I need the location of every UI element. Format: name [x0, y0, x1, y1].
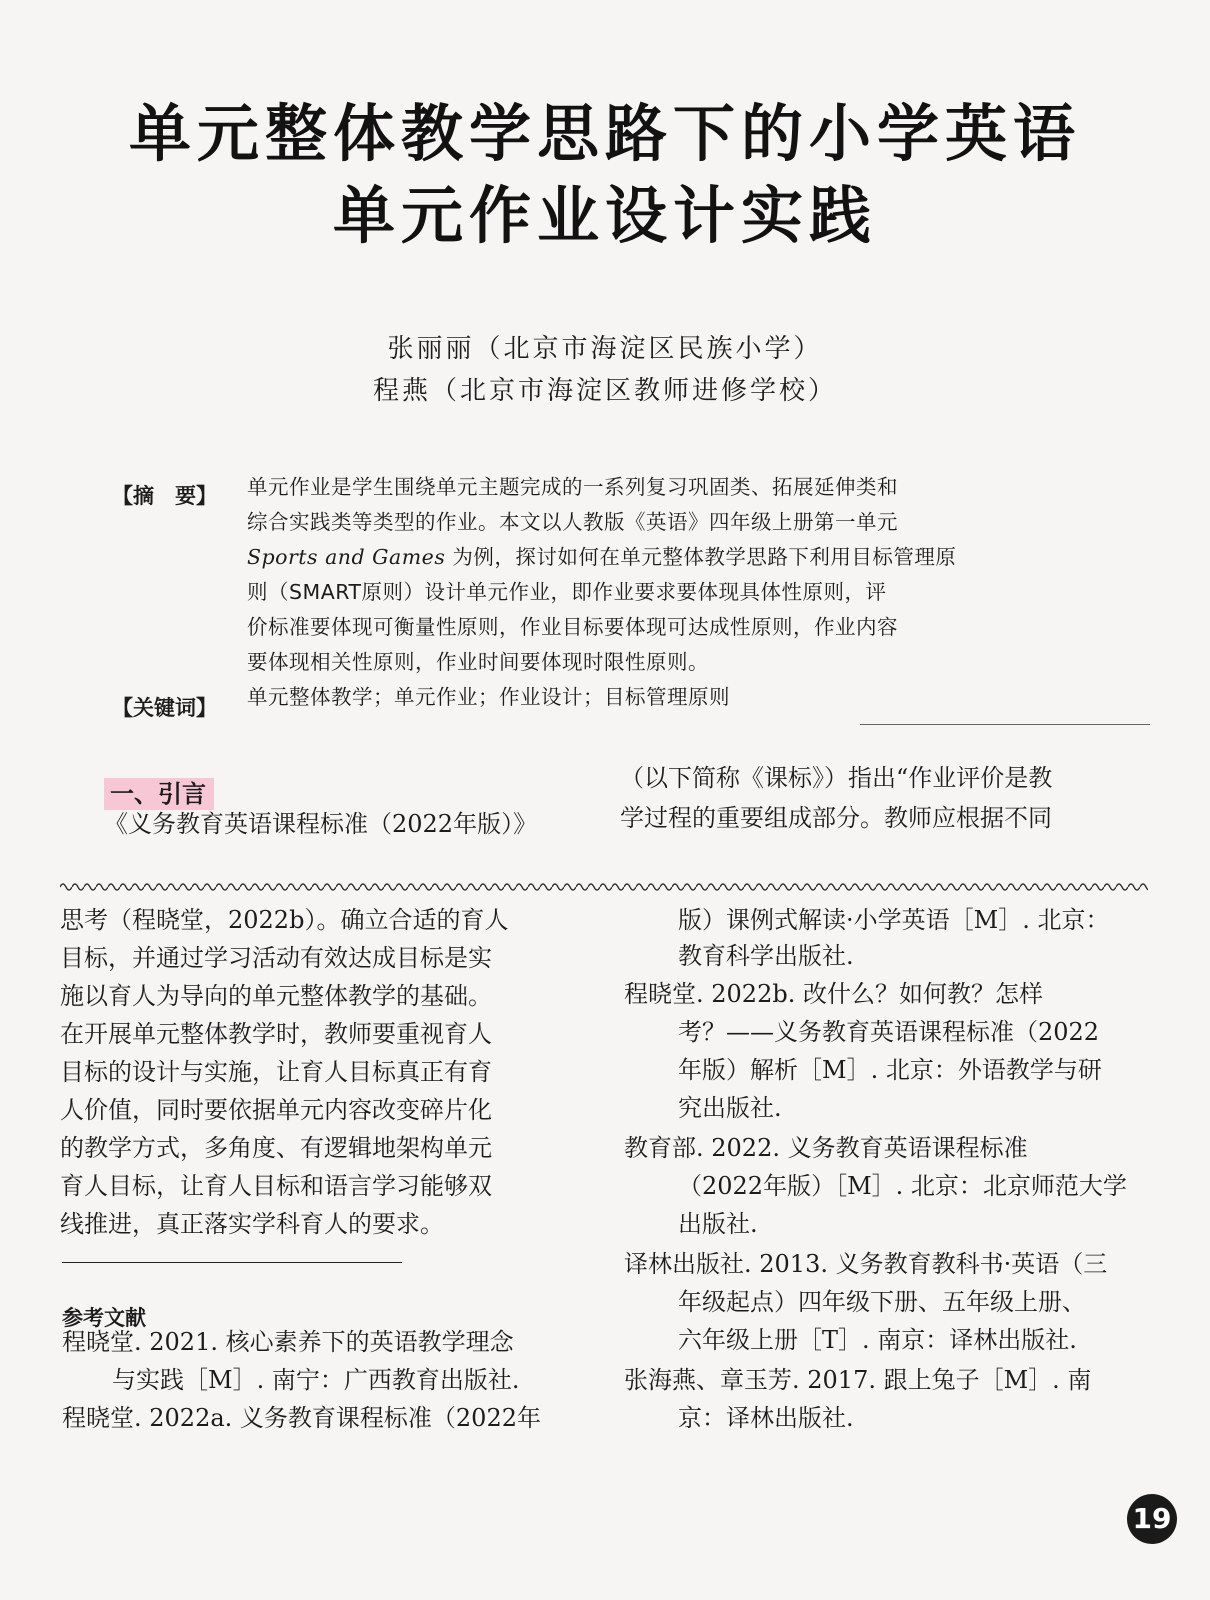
- keywords-label: 【关键词】: [112, 696, 217, 720]
- reference-line: 六年级上册［T］. 南京：译林出版社.: [678, 1326, 1077, 1354]
- reference-line: 究出版社.: [678, 1094, 782, 1122]
- abstract-line: 要体现相关性原则，作业时间要体现时限性原则。: [247, 650, 709, 674]
- decorative-rule: [860, 724, 1150, 725]
- body-line: 育人目标，让育人目标和语言学习能够双: [60, 1172, 492, 1200]
- intro-right-line: 学过程的重要组成部分。教师应根据不同: [620, 804, 1052, 832]
- author-1: 张丽丽（北京市海淀区民族小学）: [387, 334, 823, 364]
- reference-line: 程晓堂. 2022b. 改什么？如何教？怎样: [624, 980, 1043, 1008]
- references-heading: 参考文献: [62, 1306, 146, 1330]
- abstract-line: 则（SMART原则）设计单元作业，即作业要求要体现具体性原则，评: [247, 580, 887, 604]
- page-number-badge: 19: [1127, 1494, 1177, 1544]
- body-line: 线推进，真正落实学科育人的要求。: [60, 1210, 444, 1238]
- reference-line: 版）课例式解读·小学英语［M］. 北京：: [678, 906, 1110, 934]
- reference-line: 教育部. 2022. 义务教育英语课程标准: [624, 1134, 1028, 1162]
- reference-line: 程晓堂. 2021. 核心素养下的英语教学理念: [62, 1328, 514, 1356]
- reference-line: 与实践［M］. 南宁：广西教育出版社.: [112, 1366, 520, 1394]
- intro-right-line: （以下简称《课标》）指出“作业评价是教: [620, 764, 1053, 792]
- body-line: 施以育人为导向的单元整体教学的基础。: [60, 982, 492, 1010]
- reference-line: 出版社.: [678, 1210, 758, 1238]
- wavy-divider: [60, 880, 1148, 894]
- abstract-line: 价标准要体现可衡量性原则，作业目标要体现可达成性原则，作业内容: [247, 615, 898, 639]
- body-line: 目标，并通过学习活动有效达成目标是实: [60, 944, 492, 972]
- body-line: 人价值，同时要依据单元内容改变碎片化: [60, 1096, 492, 1124]
- reference-line: 张海燕、章玉芳. 2017. 跟上兔子［M］. 南: [624, 1366, 1092, 1394]
- article-title-line-1: 单元整体教学思路下的小学英语: [128, 97, 1081, 170]
- body-line: 的教学方式，多角度、有逻辑地架构单元: [60, 1134, 492, 1162]
- reference-line: （2022年版）［M］. 北京：北京师范大学: [678, 1172, 1127, 1200]
- reference-line: 译林出版社. 2013. 义务教育教科书·英语（三: [624, 1250, 1108, 1278]
- abstract-line-rest: 为例，探讨如何在单元整体教学思路下利用目标管理原: [445, 545, 957, 569]
- reference-line: 教育科学出版社.: [678, 942, 854, 970]
- body-line: 思考（程晓堂，2022b）。确立合适的育人: [60, 906, 509, 934]
- reference-line: 程晓堂. 2022a. 义务教育课程标准（2022年: [62, 1404, 541, 1432]
- reference-line: 京：译林出版社.: [678, 1404, 854, 1432]
- abstract-label: 【摘 要】: [112, 484, 217, 508]
- reference-line: 年级起点）四年级下册、五年级上册、: [678, 1288, 1086, 1316]
- intro-left-line: 《义务教育英语课程标准（2022年版）》: [104, 810, 538, 838]
- abstract-line: [247, 540, 956, 570]
- author-2: 程燕（北京市海淀区教师进修学校）: [372, 376, 837, 406]
- body-line: 目标的设计与实施，让育人目标真正有育: [60, 1058, 492, 1086]
- article-title-line-2: 单元作业设计实践: [332, 179, 877, 252]
- abstract-line: 单元作业是学生围绕单元主题完成的一系列复习巩固类、拓展延伸类和: [247, 475, 898, 499]
- reference-line: 考？——义务教育英语课程标准（2022: [678, 1018, 1100, 1046]
- unit-title-italic: Sports and Games: [247, 545, 446, 569]
- reference-line: 年版）解析［M］. 北京：外语教学与研: [678, 1056, 1102, 1084]
- section-heading-intro: 一、引言: [104, 778, 214, 810]
- abstract-line: 综合实践类等类型的作业。本文以人教版《英语》四年级上册第一单元: [247, 510, 898, 534]
- body-line: 在开展单元整体教学时，教师要重视育人: [60, 1020, 492, 1048]
- references-rule: [62, 1262, 402, 1263]
- keywords-text: 单元整体教学；单元作业；作业设计；目标管理原则: [247, 685, 730, 709]
